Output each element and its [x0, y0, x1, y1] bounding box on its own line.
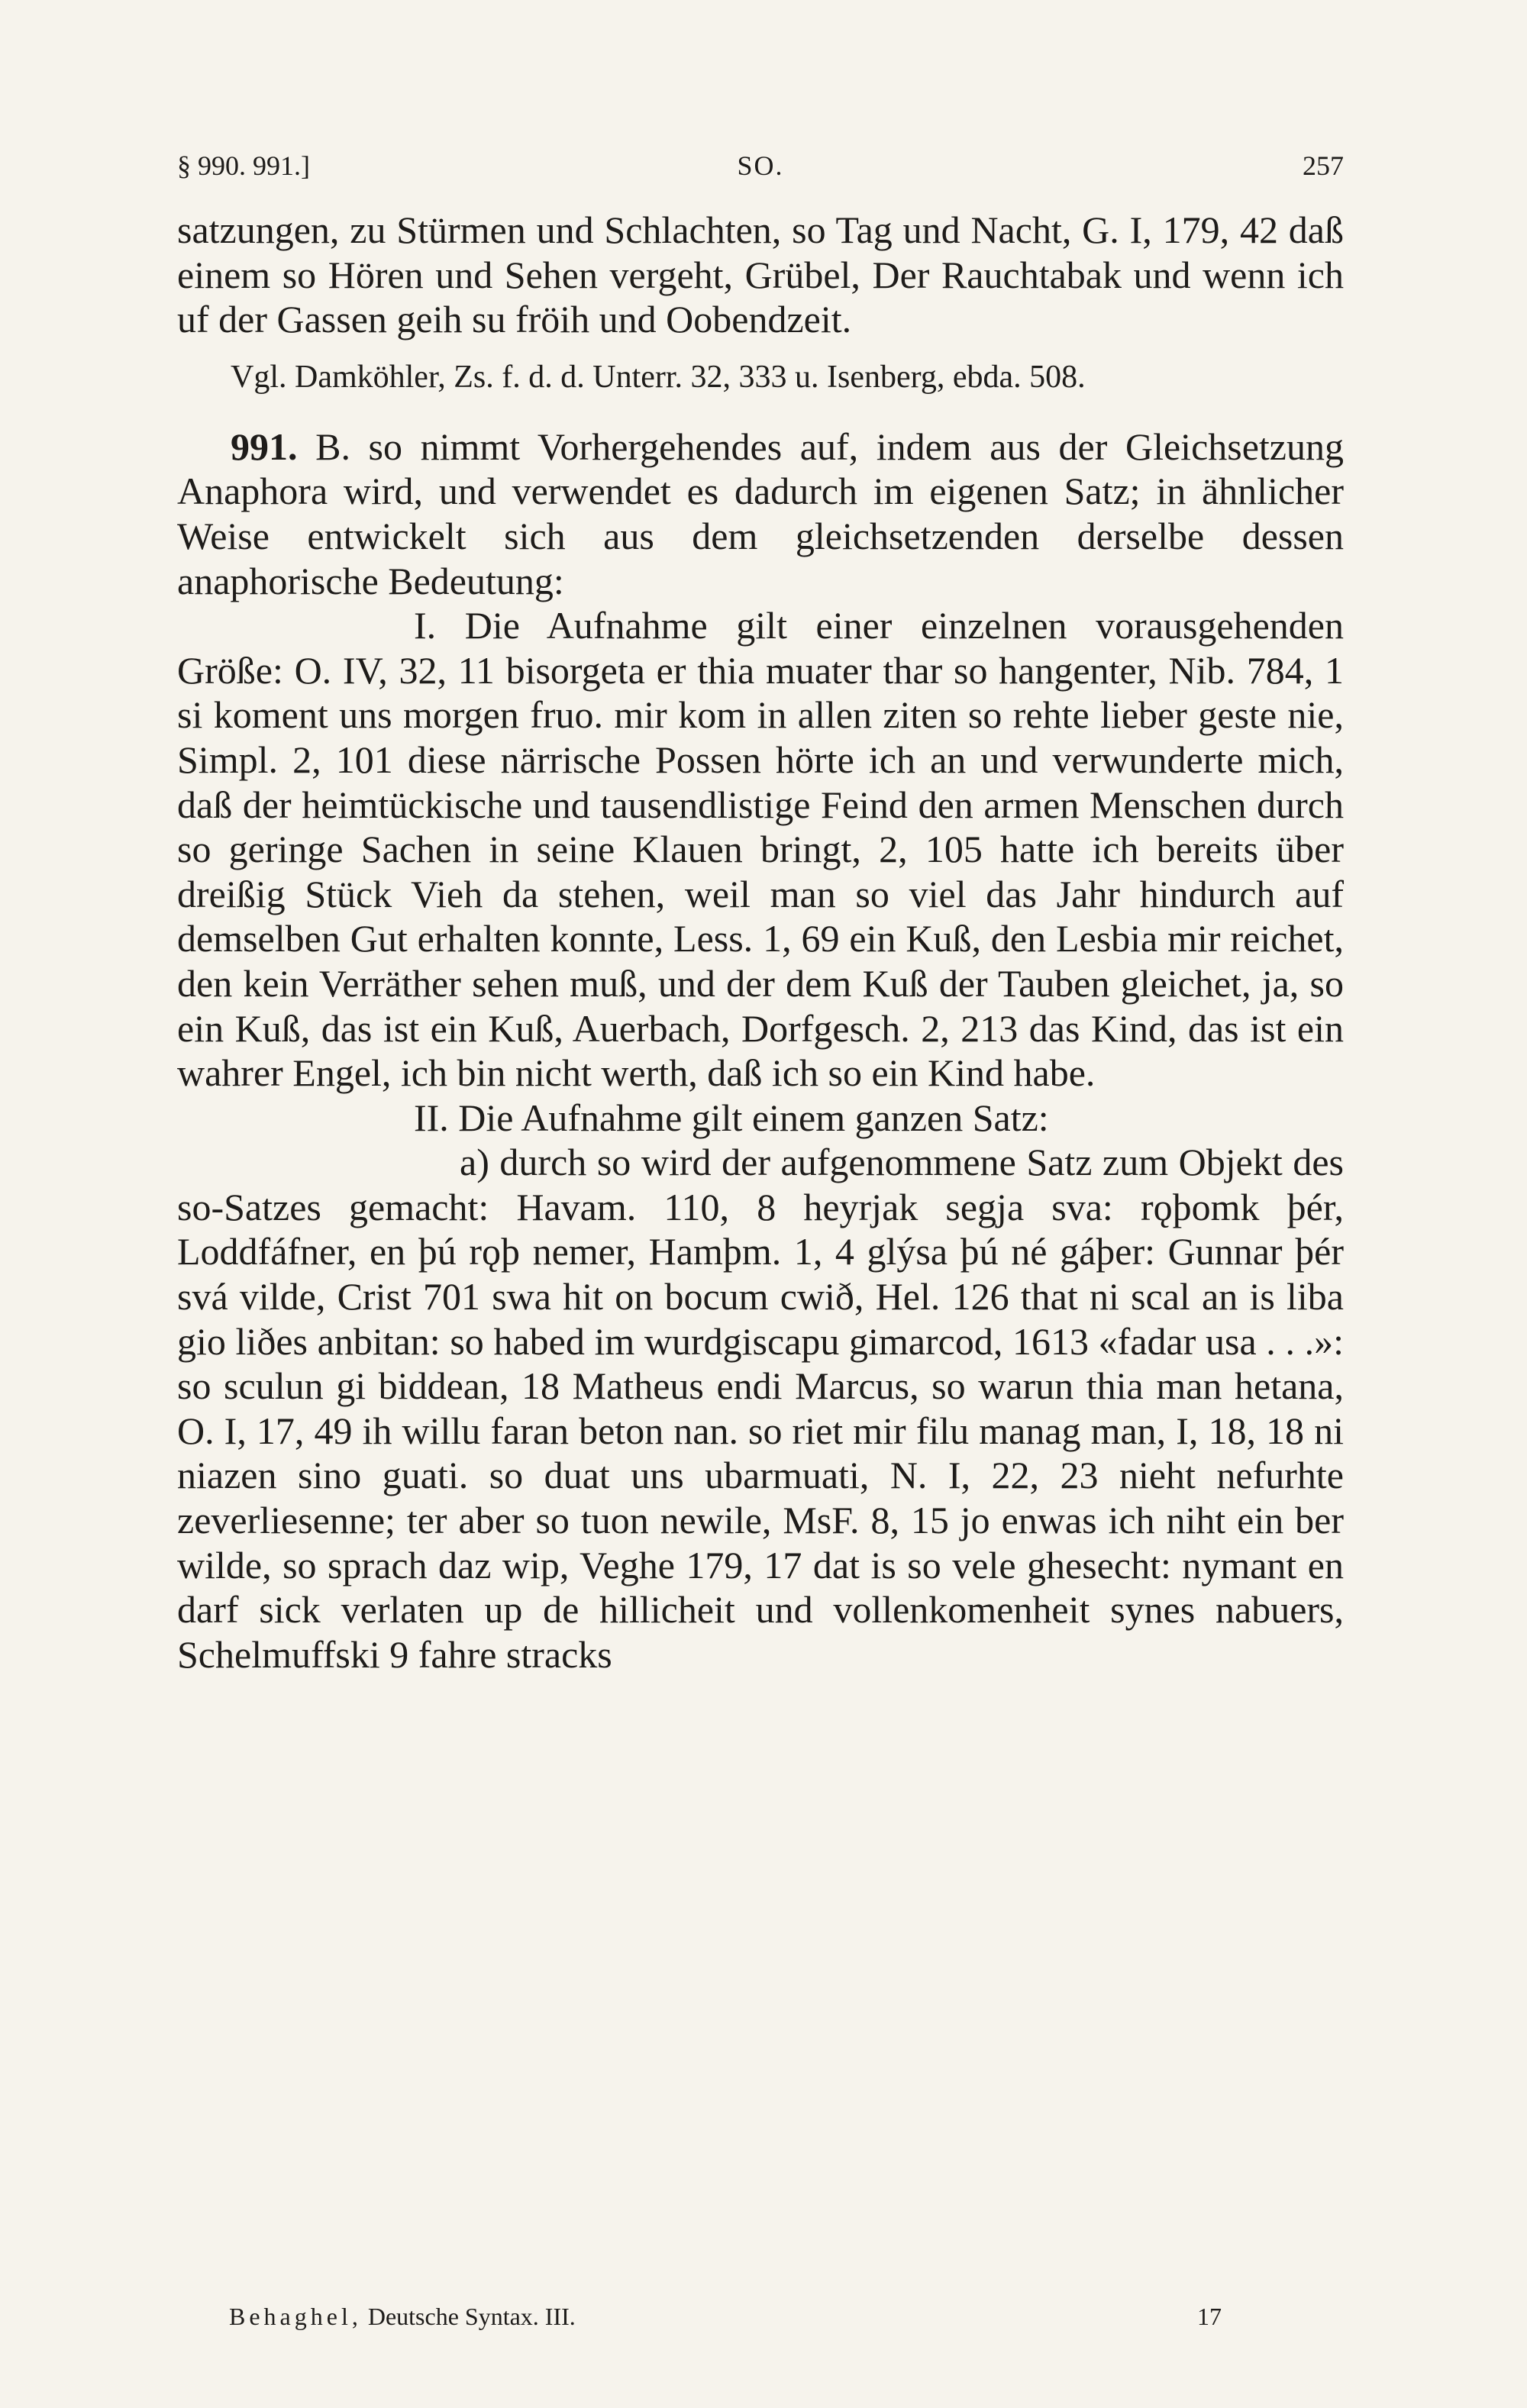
footer-title: Deutsche Syntax. III. [367, 2303, 576, 2330]
subsection-II: II. Die Aufnahme gilt einem ganzen Satz: [414, 1096, 1049, 1139]
page-footer [229, 2303, 1222, 2341]
running-header [177, 150, 1344, 195]
main-text [177, 208, 1344, 1677]
section-991-intro [177, 424, 1344, 603]
header-keyword: SO. [737, 150, 784, 181]
header-page-number: 257 [1303, 150, 1344, 181]
subsection-I: I. Die Aufnahme gilt einer einzelnen vorausgehenden Größe: O. IV, 32, 11 bisorgeta er thia muater thar so hangenter, Nib. 784, 1 si koment uns morgen fruo. mir kom in allen ziten so rehte lieber geste nie, Simpl. 2, 101 diese närrische Possen hörte ich an und verwunderte mich, daß der heimtückische und tausendlistige Feind den armen Menschen durch so geringe Sachen in seine Klauen bringt, 2, 105 hatte ich bereits über dreißig Stück Vieh da stehen, weil man so viel das Jahr hindurch auf demselben Gut erhalten konnte, Less. 1, 69 ein Kuß, den Lesbia mir reichet, den kein Verräther sehen muß, und der dem Kuß der Tauben gleichet, ja, so ein Kuß, das ist ein Kuß, Auerbach, Dorfgesch. 2, 213 das Kind, das ist ein wahrer Engel, ich bin nicht werth, daß ich so ein Kind habe. [177, 604, 1344, 1095]
footer-signature: 17 [1197, 2303, 1222, 2330]
section-991-text: B. so nimmt Vorhergehendes auf, indem aus der Gleichsetzung Anaphora wird, und verwendet es dadurch im eigenen Satz; in ähnlicher Weise entwickelt sich aus dem gleichsetzenden derselbe dessen anaphorische Bedeutung: [177, 424, 1344, 602]
paragraph-reference-note: Vgl. Damköhler, Zs. f. d. d. Unterr. 32, 333 u. Isenberg, ebda. 508. [231, 359, 1086, 395]
footer-author: Behaghel, [229, 2303, 362, 2330]
paragraph-continuation: satzungen, zu Stürmen und Schlachten, so Tag und Nacht, G. I, 179, 42 daß einem so Hören und Sehen vergeht, Grübel, Der Rauchtabak und wenn ich uf der Gassen geih su fröih und Oobendzeit. [177, 208, 1344, 341]
header-section-ref: § 990. 991.] [177, 150, 310, 181]
section-number: 991. [231, 424, 298, 468]
footer-book-title [229, 2303, 576, 2331]
subsection-II-a: a) durch so wird der aufgenommene Satz zum Objekt des so-Satzes gemacht: Havam. 110, 8 heyrjak segja sva: rǫþomk þér, Loddfáfner, en þú rǫþ nemer, Hamþm. 1, 4 glýsa þú né gáþer: Gunnar þér svá vilde, Crist 701 swa hit on bocum cwið, Hel. 126 that ni scal an is liba gio liðes anbitan: so habed im wurdgiscapu gimarcod, 1613 «fadar usa . . .»: so sculun gi biddean, 18 Matheus endi Marcus, so warun thia man hetana, O. I, 17, 49 ih willu faran beton nan. so riet mir filu manag man, I, 18, 18 ni niazen sino guati. so duat uns ubarmuati, N. I, 22, 23 nieht nefurhte zeverliesenne; ter aber so tuon newile, MsF. 8, 15 jo enwas ich niht ein ber wilde, so sprach daz wip, Veghe 179, 17 dat is so vele ghesecht: nymant en darf sick verlaten up de hillicheit und vollenkomenheit synes nabuers, Schelmuffski 9 fahre stracks [177, 1141, 1344, 1676]
